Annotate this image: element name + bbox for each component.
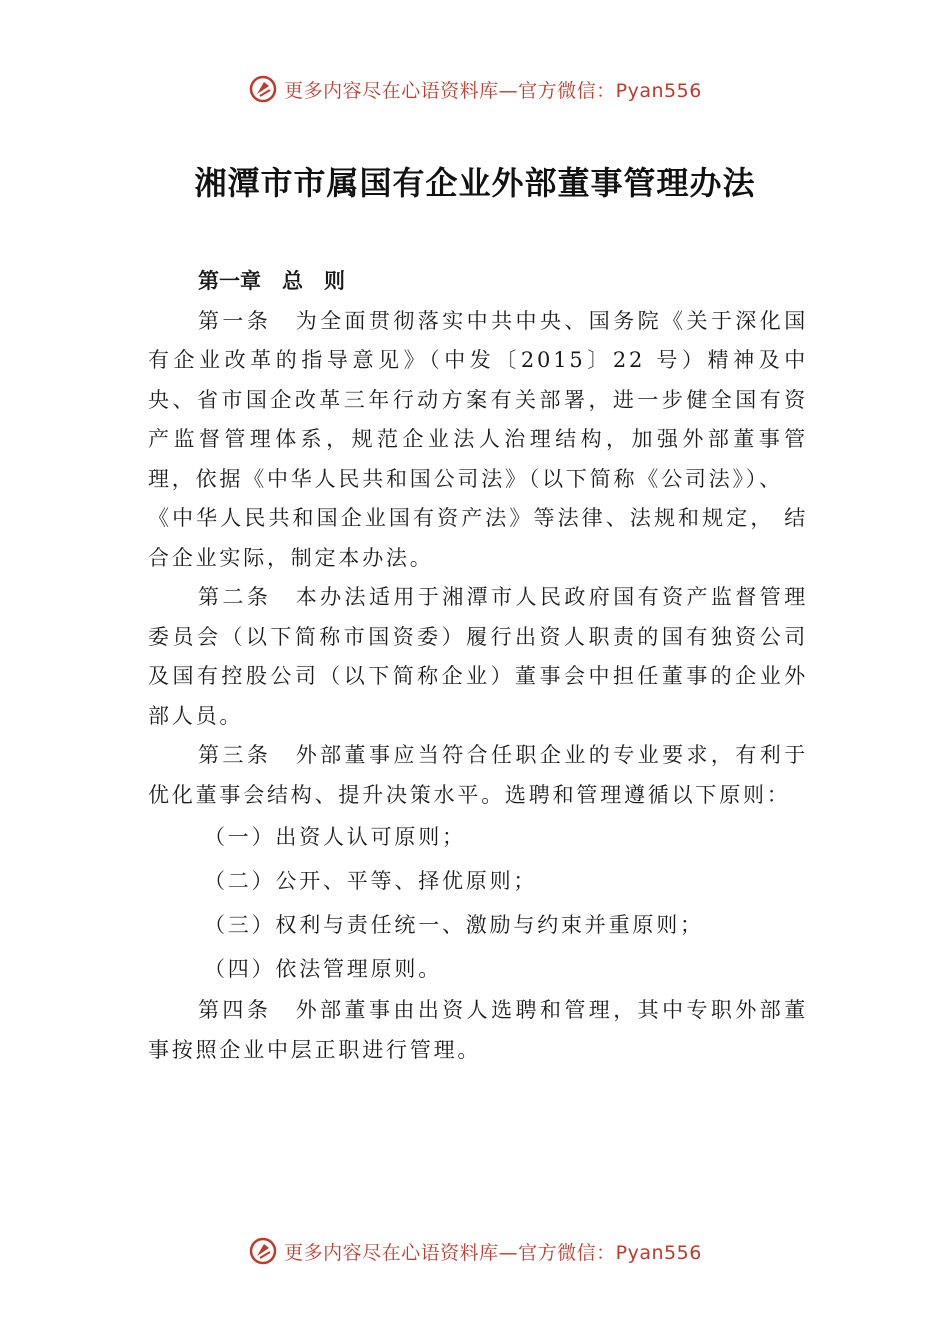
article-2: 第二条 本办法适用于湘潭市人民政府国有资产监督管理委员会（以下简称市国资委）履行出资人职责的国有独资公司及国有控股公司（以下简称企业）董事会中担任董事的企业外部人员。: [148, 585, 808, 728]
footer-watermark: [0, 1236, 950, 1266]
chapter-heading: 第一章 总 则: [198, 269, 345, 293]
watermark-text: 更多内容尽在心语资料库—官方微信：Pyan556: [284, 79, 702, 102]
principle-item: （二）公开、平等、择优原则；: [204, 869, 538, 893]
principle-item: （四）依法管理原则。: [204, 957, 442, 981]
watermark-text: 更多内容尽在心语资料库—官方微信：Pyan556: [284, 1241, 702, 1264]
principle-item: （三）权利与责任统一、激励与约束并重原则；: [204, 913, 704, 937]
article-1: 第一条 为全面贯彻落实中共中央、国务院《关于深化国有企业改革的指导意见》（中发〔2015〕22 号）精神及中央、省市国企改革三年行动方案有关部署，进一步健全国有资产监督管理体系，规范企业法人治理结构，加强外部董事管理，依据《中华人民共和国公司法》（以下简称《公司法》）、: [148, 308, 808, 491]
document-title: 湘潭市市属国有企业外部董事管理办法: [194, 164, 756, 202]
article-1-continued: 《中华人民共和国企业国有资产法》等法律、法规和规定， 结合企业实际，制定本办法。: [148, 506, 808, 570]
brand-logo-icon: [248, 74, 278, 104]
article-4: 第四条 外部董事由出资人选聘和管理，其中专职外部董事按照企业中层正职进行管理。: [148, 998, 808, 1062]
principle-item: （一）出资人认可原则；: [204, 825, 466, 849]
brand-logo-icon: [248, 1236, 278, 1266]
header-watermark: [0, 74, 950, 104]
article-3: 第三条 外部董事应当符合任职企业的专业要求，有利于优化董事会结构、提升决策水平。选聘和管理遵循以下原则：: [148, 743, 808, 807]
document-body: [148, 262, 808, 1070]
